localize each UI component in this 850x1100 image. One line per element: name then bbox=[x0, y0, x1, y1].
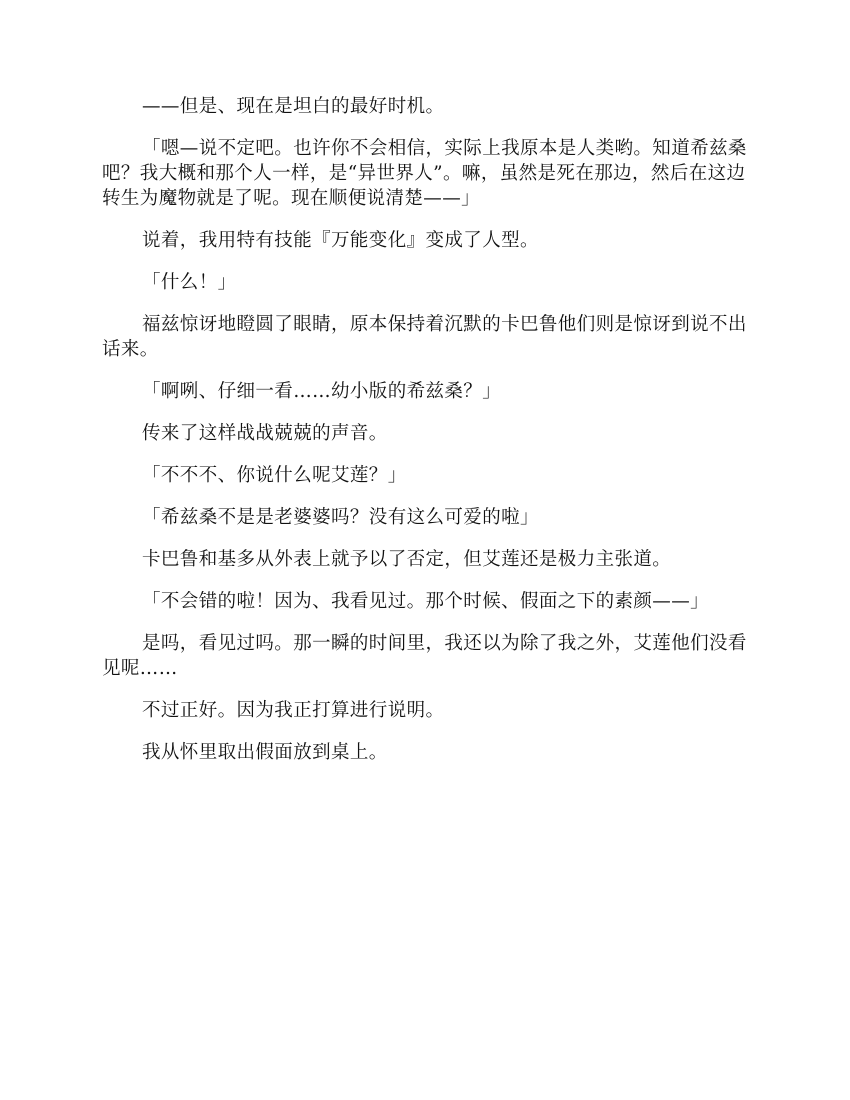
paragraph: 「不会错的啦！因为、我看见过。那个时候、假面之下的素颜——」 bbox=[142, 591, 710, 612]
paragraph: 不过正好。因为我正打算进行说明。 bbox=[142, 700, 445, 721]
paragraph: 「什么！」 bbox=[142, 272, 237, 293]
paragraph: 卡巴鲁和基多从外表上就予以了否定，但艾莲还是极力主张道。 bbox=[142, 549, 672, 570]
paragraph: 传来了这样战战兢兢的声音。 bbox=[142, 423, 388, 444]
paragraph: 我从怀里取出假面放到桌上。 bbox=[142, 742, 388, 763]
paragraph: 「啊咧、仔细一看……幼小版的希兹桑？」 bbox=[142, 381, 502, 402]
paragraph: ——但是、现在是坦白的最好时机。 bbox=[142, 96, 445, 117]
paragraph: 福兹惊讶地瞪圆了眼睛，原本保持着沉默的卡巴鲁他们则是惊讶到说不出话来。 bbox=[102, 314, 747, 360]
paragraph: 「希兹桑不是是老婆婆吗？没有这么可爱的啦」 bbox=[142, 507, 539, 528]
paragraph: 「嗯—说不定吧。也许你不会相信，实际上我原本是人类哟。知道希兹桑吧？我大概和那个人一样，是“异世界人”。嘛，虽然是死在那边，然后在这边转生为魔物就是了呢。现在顺便说清楚——」 bbox=[102, 138, 747, 209]
document-body bbox=[102, 94, 750, 782]
paragraph: 说着，我用特有技能『万能变化』变成了人型。 bbox=[142, 230, 539, 251]
paragraph: 是吗，看见过吗。那一瞬的时间里，我还以为除了我之外，艾莲他们没看见呢…… bbox=[102, 633, 747, 679]
paragraph: 「不不不、你说什么呢艾莲？」 bbox=[142, 465, 407, 486]
